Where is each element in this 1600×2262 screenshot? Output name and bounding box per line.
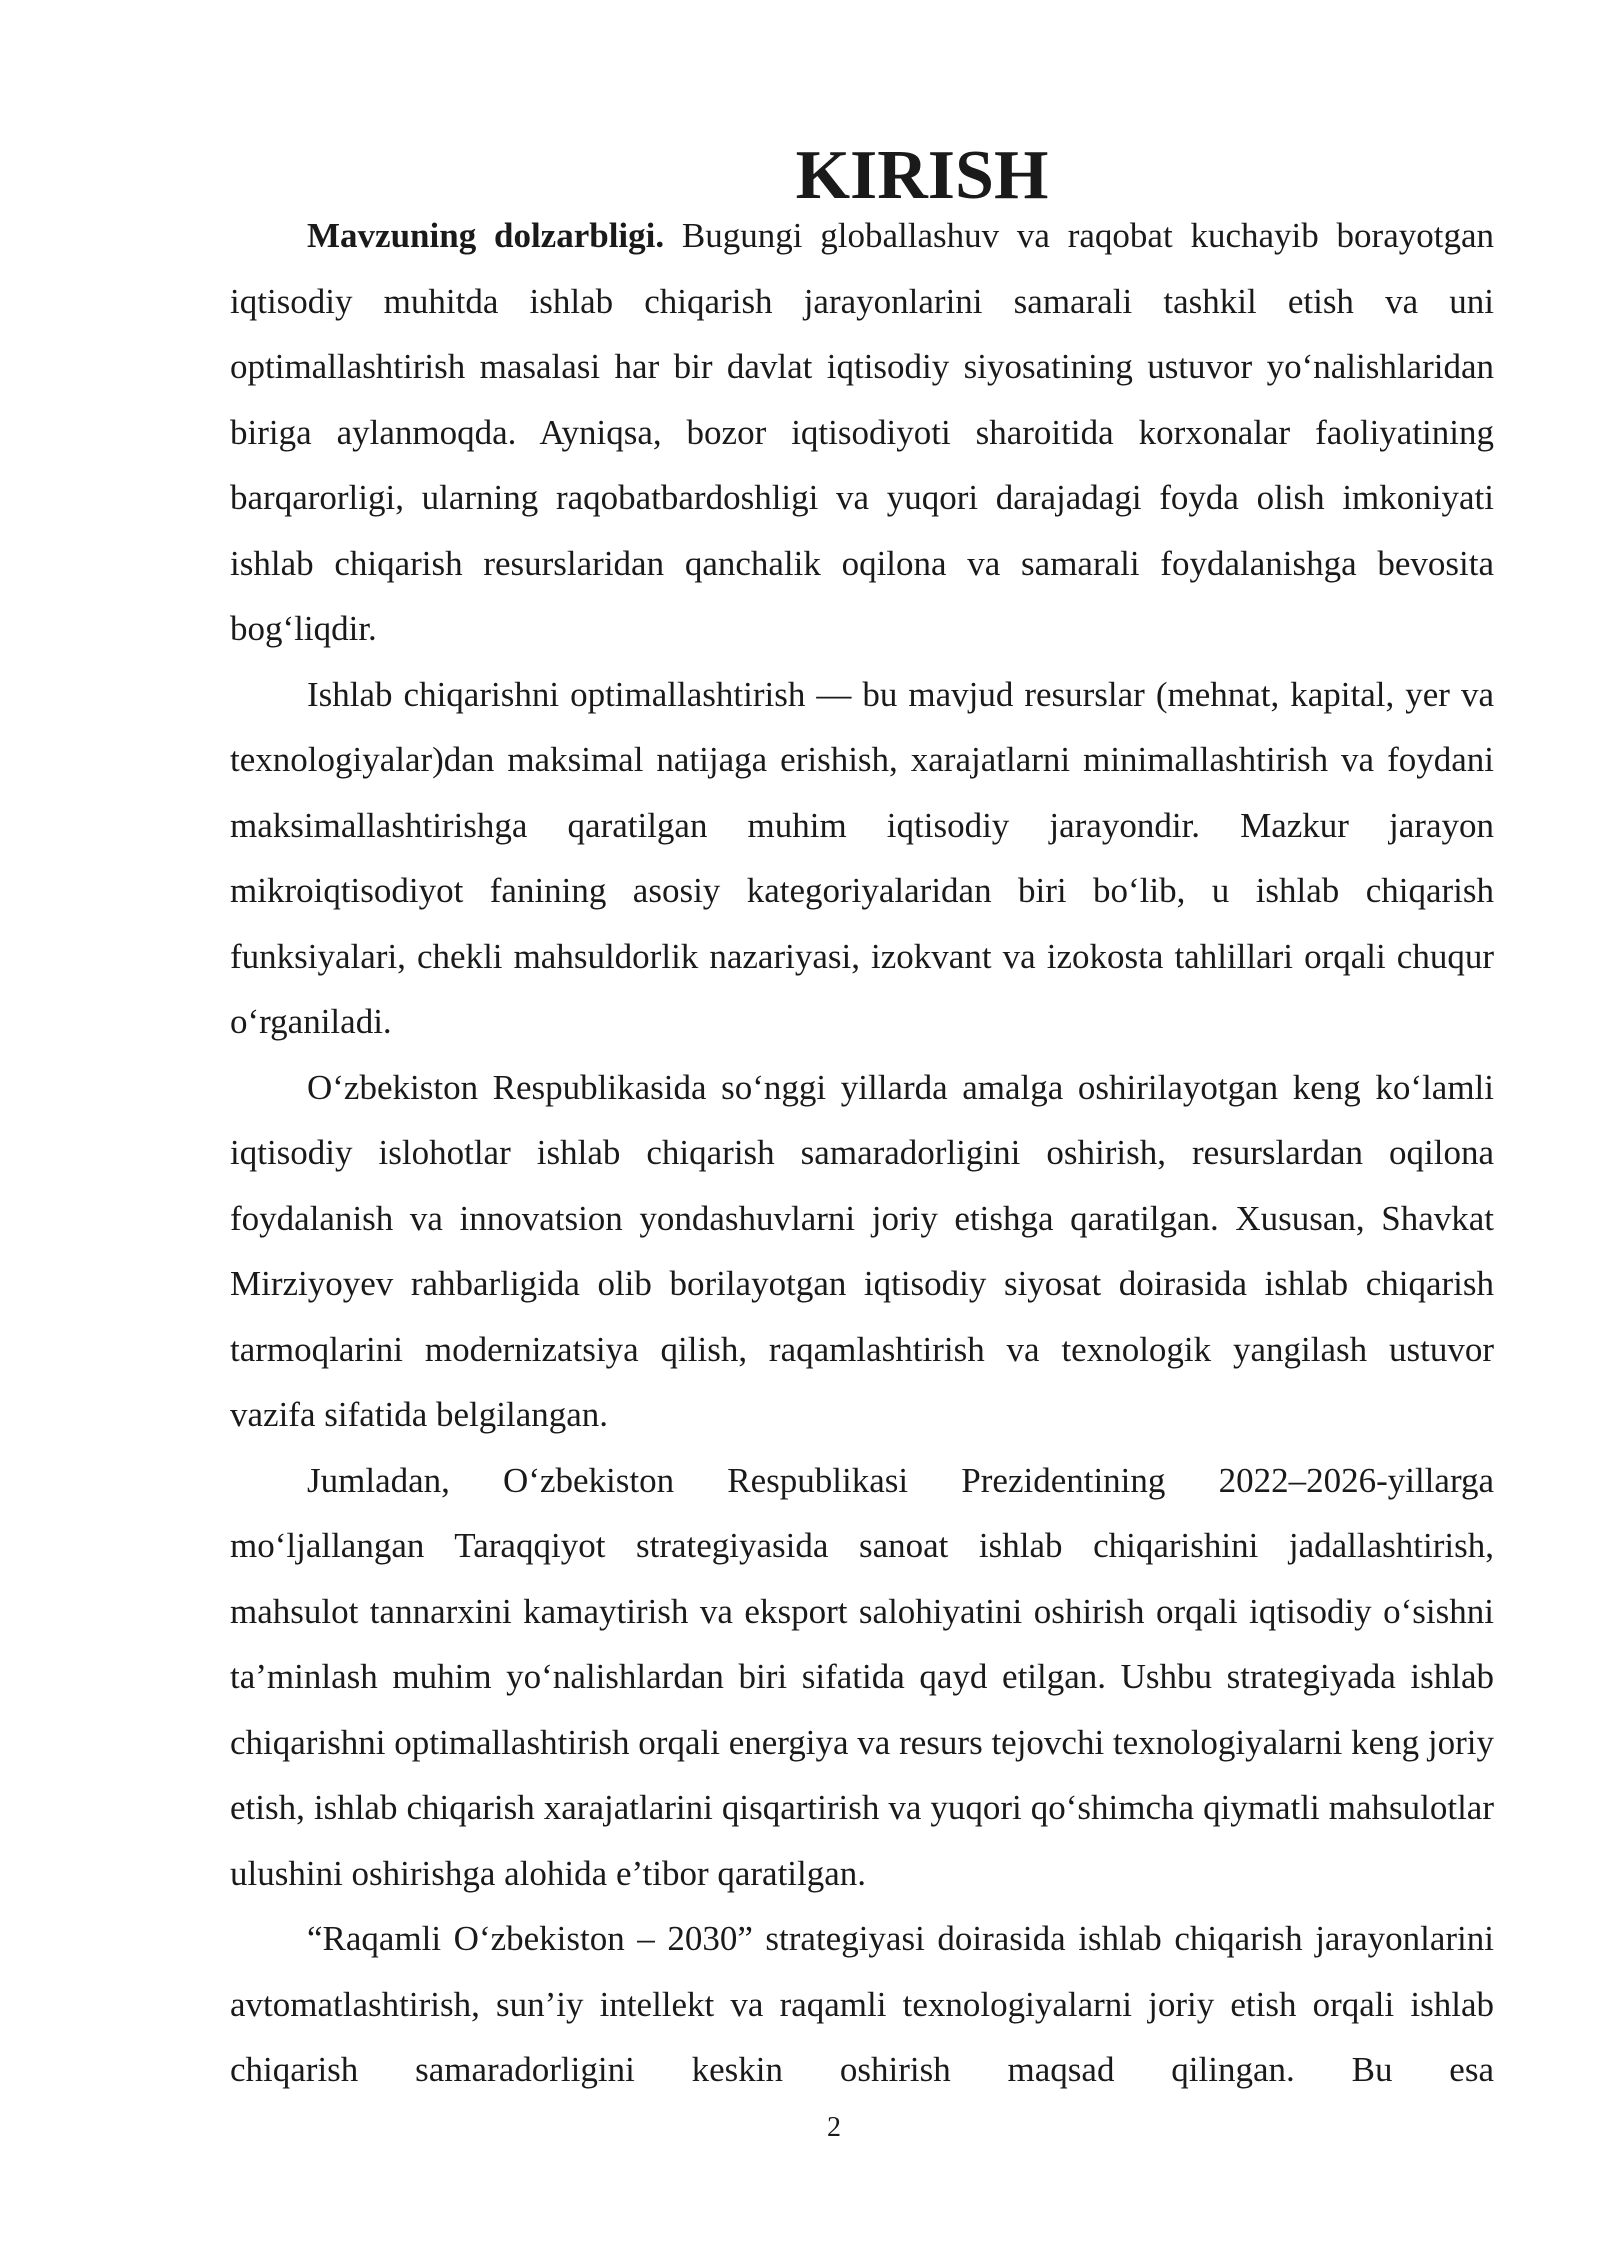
paragraph-digital [230, 1906, 1494, 2103]
paragraph-text: Bugungi globallashuv va raqobat kuchayib borayotgan iqtisodiy muhitda ishlab chiqarish jarayonlarini samarali tashkil etish va uni optimallashtirish masalasi har bir davlat iqtisodiy siyosatining ustuvor yo‘nalishlaridan biriga aylanmoqda. Ayniqsa, bozor iqtisodiyoti sharoitida korxonalar faoliyatining barqarorligi, ularning raqobatbardoshligi va yuqori darajadagi foyda olish imkoniyati ishlab chiqarish resurslaridan qanchalik oqilona va samarali foydalanishga bevosita bog‘liqdir. [230, 216, 1494, 648]
page-content [230, 137, 1494, 2103]
paragraph-strategy [230, 1448, 1494, 1907]
paragraph-reforms [230, 1055, 1494, 1448]
paragraph-relevance [230, 203, 1494, 662]
paragraph-text: “Raqamli O‘zbekiston – 2030” strategiyasi doirasida ishlab chiqarish jarayonlarini avtomatlashtirish, sun’iy intellekt va raqamli texnologiyalarni joriy etish orqali ishlab chiqarish samaradorligini keskin oshirish maqsad qilingan. Bu esa [230, 1919, 1494, 2089]
paragraph-optimization [230, 662, 1494, 1055]
paragraph-text: Jumladan, O‘zbekiston Respublikasi Prezidentining 2022–2026-yillarga mo‘ljallangan Taraqqiyot strategiyasida sanoat ishlab chiqarishini jadallashtirish, mahsulot tannarxini kamaytirish va eksport salohiyatini oshirish orqali iqtisodiy o‘sishni ta’minlash muhim yo‘nalishlardan biri sifatida qayd etilgan. Ushbu strategiyada ishlab chiqarishni optimallashtirish orqali energiya va resurs tejovchi texnologiyalarni keng joriy etish, ishlab chiqarish xarajatlarini qisqartirish va yuqori qo‘shimcha qiymatli mahsulotlar ulushini oshirishga alohida e’tibor qaratilgan. [230, 1460, 1494, 1893]
paragraph-text: O‘zbekiston Respublikasida so‘nggi yillarda amalga oshirilayotgan keng ko‘lamli iqtisodiy islohotlar ishlab chiqarish samaradorligini oshirish, resurslardan oqilona foydalanish va innovatsion yondashuvlarni joriy etishga qaratilgan. Xususan, Shavkat Mirziyoyev rahbarligida olib borilayotgan iqtisodiy siyosat doirasida ishlab chiqarish tarmoqlarini modernizatsiya qilish, raqamlashtirish va texnologik yangilash ustuvor vazifa sifatida belgilangan. [230, 1067, 1494, 1434]
paragraph-lead: Mavzuning dolzarbligi. [307, 216, 665, 255]
section-heading: KIRISH [795, 137, 1049, 214]
paragraph-text: Ishlab chiqarishni optimallashtirish — bu mavjud resurslar (mehnat, kapital, yer va texnologiyalar)dan maksimal natijaga erishish, xarajatlarni minimallashtirish va foydani maksimallashtirishga qaratilgan muhim iqtisodiy jarayondir. Mazkur jarayon mikroiqtisodiyot fanining asosiy kategoriyalaridan biri bo‘lib, u ishlab chiqarish funksiyalari, chekli mahsuldorlik nazariyasi, izokvant va izokosta tahlillari orqali chuqur o‘rganiladi. [230, 674, 1494, 1041]
page-number: 2 [827, 2112, 841, 2143]
